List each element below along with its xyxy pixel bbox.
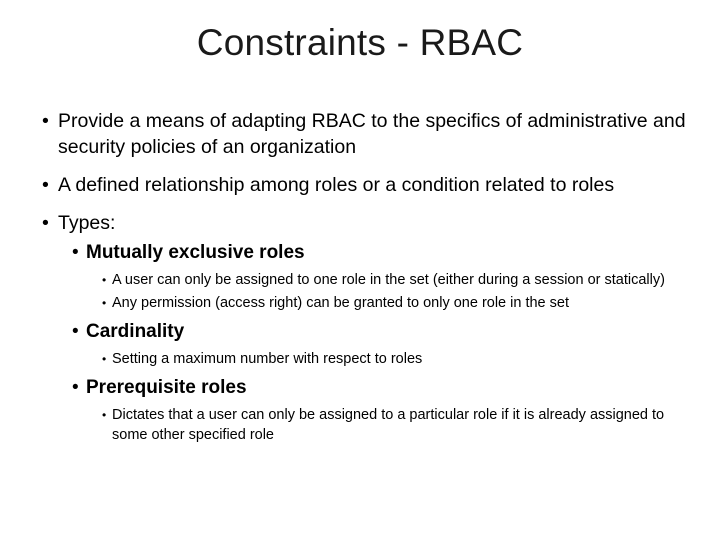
bullet-item	[36, 108, 686, 160]
bullet-text: Provide a means of adapting RBAC to the specifics of administrative and security policies of an organization	[58, 110, 686, 158]
detail-text: Any permission (access right) can be granted to only one role in the set	[112, 295, 569, 311]
bullet-dot-icon: •	[72, 321, 79, 342]
bullet-text: A defined relationship among roles or a condition related to roles	[58, 174, 615, 196]
bullet-dot-icon: •	[102, 352, 107, 366]
type-heading	[36, 375, 686, 401]
bullet-dot-icon: •	[72, 377, 79, 398]
bullet-dot-icon: •	[102, 296, 107, 310]
bullet-dot-icon: •	[102, 408, 107, 422]
type-label: Prerequisite roles	[86, 377, 247, 398]
detail-text: A user can only be assigned to one role in the set (either during a session or statically)	[112, 272, 665, 288]
type-label: Cardinality	[86, 321, 185, 342]
type-details	[36, 349, 686, 369]
bullet-dot-icon: •	[102, 273, 107, 287]
detail-item	[36, 349, 686, 369]
type-details	[36, 405, 686, 445]
type-heading	[36, 240, 686, 266]
detail-item	[36, 293, 686, 313]
type-details	[36, 270, 686, 313]
detail-text: Dictates that a user can only be assigned to a particular role if it is already assigned to some other specified role	[112, 407, 665, 443]
bullet-dot-icon: •	[42, 212, 49, 234]
bullet-dot-icon: •	[72, 242, 79, 263]
slide-title: Constraints - RBAC	[196, 22, 524, 63]
bullet-item	[36, 172, 686, 198]
bullet-dot-icon: •	[42, 110, 49, 132]
detail-item	[36, 270, 686, 290]
bullet-text: Types:	[58, 212, 116, 234]
bullet-item	[36, 210, 686, 236]
bullet-dot-icon: •	[42, 174, 49, 196]
type-label: Mutually exclusive roles	[86, 242, 305, 263]
type-heading	[36, 319, 686, 345]
slide-content	[36, 108, 686, 451]
detail-item	[36, 405, 686, 445]
detail-text: Setting a maximum number with respect to roles	[112, 351, 423, 367]
